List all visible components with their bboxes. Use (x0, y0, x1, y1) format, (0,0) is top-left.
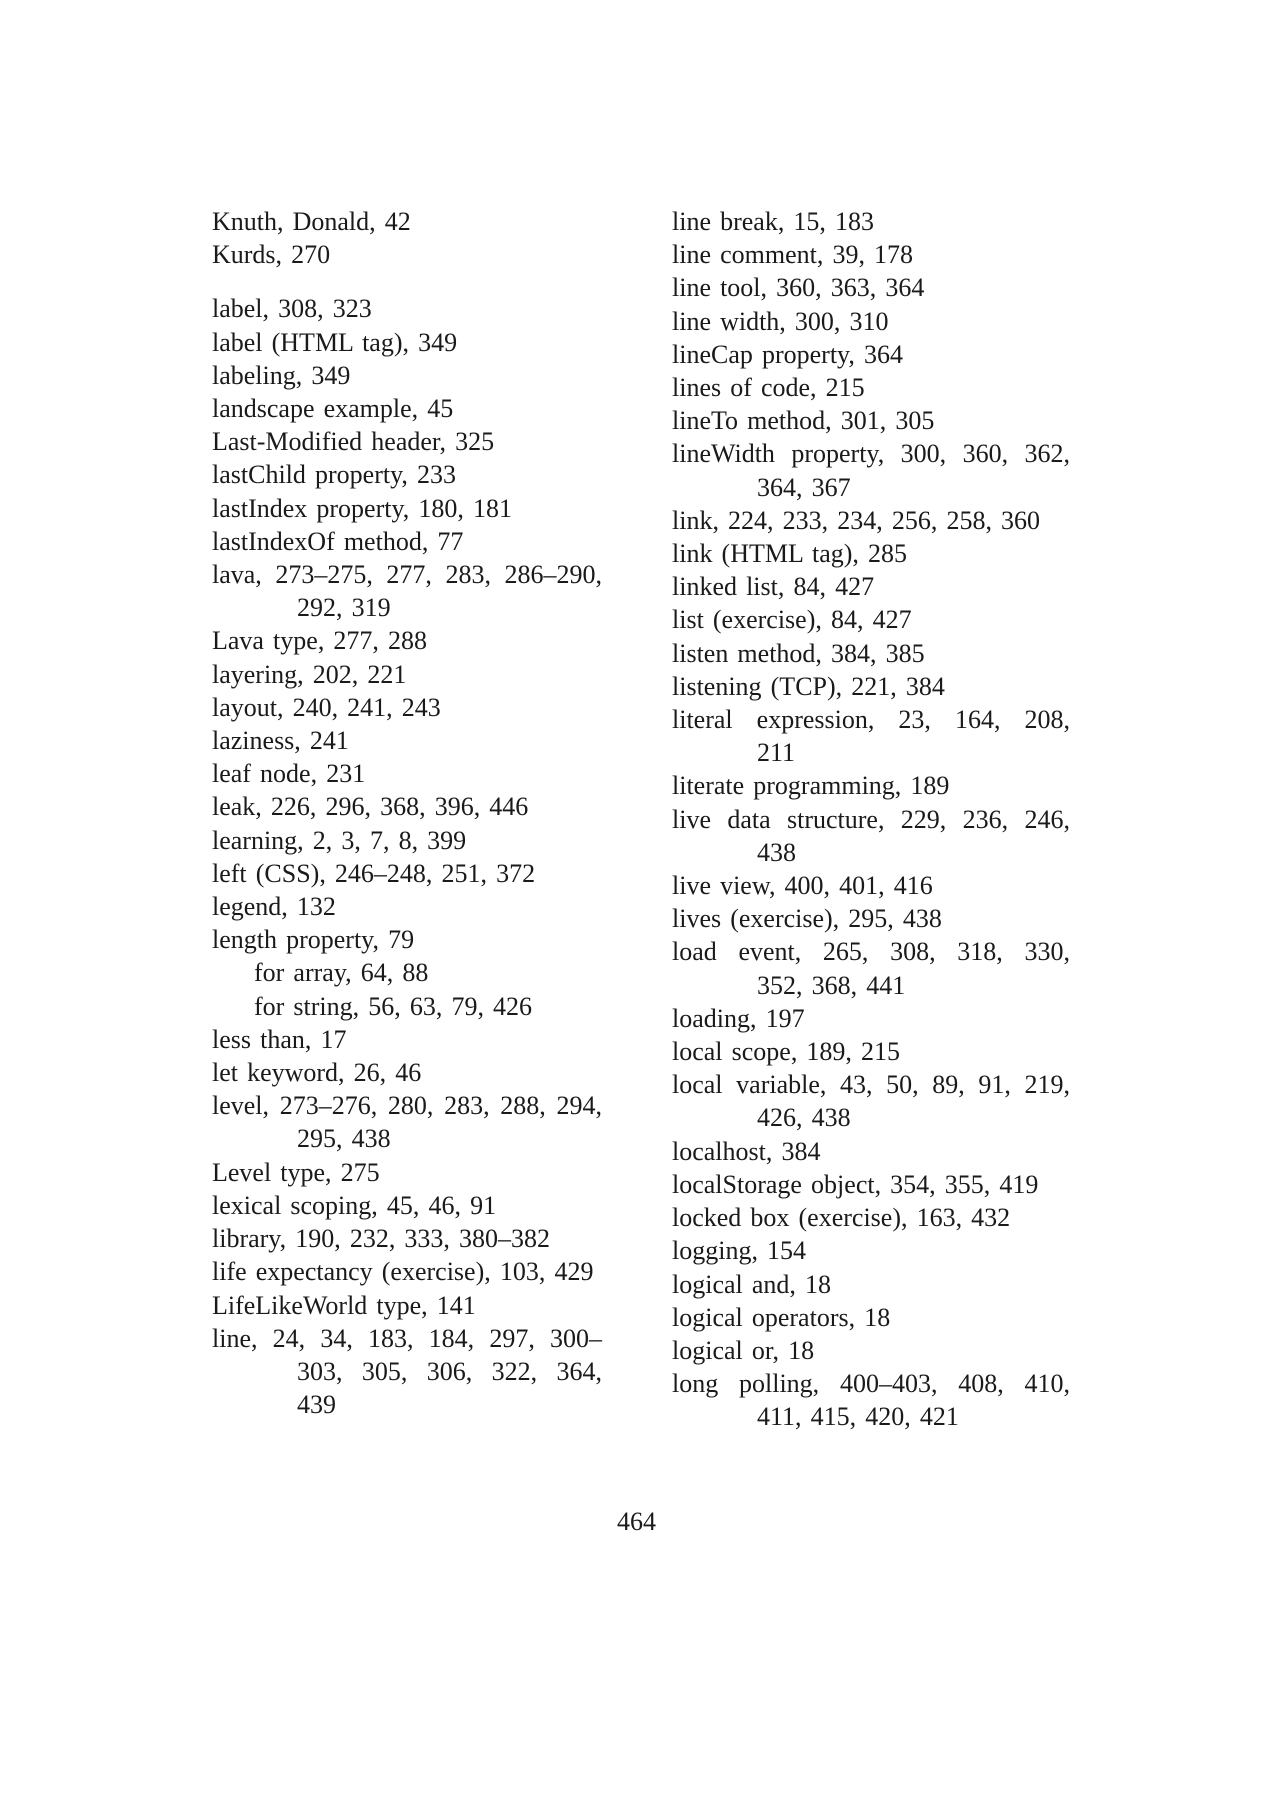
index-entry-continuation-line: 295, 438 (297, 1124, 391, 1154)
index-entry (212, 425, 602, 458)
index-entry-line: logical or, 18 (672, 1335, 815, 1365)
index-entry (672, 1135, 1070, 1168)
index-entry-continuation-line: 411, 415, 420, 421 (757, 1402, 959, 1432)
index-entry (212, 624, 602, 657)
index-entry (212, 658, 602, 691)
index-entry-line: lastIndex property, 180, 181 (212, 493, 512, 523)
index-entry-line: line tool, 360, 363, 364 (672, 273, 925, 303)
index-entry-line: literal expression, 23, 164, 208, (672, 705, 1070, 735)
index-entry-line: legend, 132 (212, 892, 336, 922)
index-entry-line: locked box (exercise), 163, 432 (672, 1203, 1011, 1233)
index-entry (212, 1023, 602, 1056)
index-subentry-line: for string, 56, 63, 79, 426 (254, 991, 533, 1021)
index-entry (212, 1289, 602, 1322)
index-entry (212, 292, 602, 325)
index-entry (212, 923, 602, 956)
index-entry (212, 1222, 602, 1255)
index-entry-line: leaf node, 231 (212, 759, 366, 789)
index-entry-continuation-line: 438 (757, 837, 796, 867)
index-entry-line: Knuth, Donald, 42 (212, 207, 411, 236)
index-entry (672, 670, 1070, 703)
index-entry-line: layering, 202, 221 (212, 659, 407, 689)
index-entry (212, 1322, 602, 1422)
index-entry (672, 1002, 1070, 1035)
index-entry (672, 603, 1070, 636)
index-entry (672, 703, 1070, 769)
index-entry (672, 769, 1070, 802)
index-entry-line: Last-Modified header, 325 (212, 427, 495, 457)
index-entry-line: logical and, 18 (672, 1269, 831, 1299)
index-entry-line: listen method, 384, 385 (672, 638, 925, 668)
index-entry-line: left (CSS), 246–248, 251, 372 (212, 858, 536, 888)
index-entry (672, 1168, 1070, 1201)
index-entry-continuation-line: 364, 367 (757, 472, 851, 502)
index-entry-line: line break, 15, 183 (672, 207, 875, 236)
index-entry-line: label (HTML tag), 349 (212, 327, 458, 357)
index-entry (212, 359, 602, 392)
index-entry (212, 326, 602, 359)
index-entry-line: Level type, 275 (212, 1157, 380, 1187)
index-entry (212, 1156, 602, 1189)
index-entry (672, 371, 1070, 404)
index-entry-line: link, 224, 233, 234, 256, 258, 360 (672, 505, 1041, 535)
index-entry-line: list (exercise), 84, 427 (672, 605, 912, 635)
index-entry-line: listening (TCP), 221, 384 (672, 671, 945, 701)
index-entry (672, 1301, 1070, 1334)
index-entry-line: library, 190, 232, 333, 380–382 (212, 1224, 551, 1254)
index-entry (212, 990, 602, 1023)
index-entry-line: Lava type, 277, 288 (212, 626, 428, 656)
index-entry-line: lastIndexOf method, 77 (212, 526, 464, 556)
index-entry-line: laziness, 241 (212, 726, 349, 756)
index-entry (212, 824, 602, 857)
index-entry-line: line, 24, 34, 183, 184, 297, 300– (212, 1323, 602, 1353)
index-entry-line: localStorage object, 354, 355, 419 (672, 1169, 1039, 1199)
index-letter-group (672, 205, 1070, 1434)
index-entry-continuation-line: 211 (757, 738, 796, 768)
index-entry (212, 857, 602, 890)
index-entry (672, 935, 1070, 1001)
index-entry-continuation-line: 303, 305, 306, 322, 364, (297, 1356, 602, 1386)
index-entry-line: loading, 197 (672, 1003, 805, 1033)
index-entry-line: Kurds, 270 (212, 240, 331, 270)
index-entry-continuation-line: 426, 438 (757, 1103, 851, 1133)
index-entry-line: local scope, 189, 215 (672, 1037, 901, 1067)
index-entry-line: let keyword, 26, 46 (212, 1058, 422, 1088)
index-entry-line: localhost, 384 (672, 1136, 821, 1166)
index-entry-line: learning, 2, 3, 7, 8, 399 (212, 825, 467, 855)
index-entry-line: lineTo method, 301, 305 (672, 406, 935, 436)
index-entry-line: lineWidth property, 300, 360, 362, (672, 439, 1070, 469)
index-entry (672, 238, 1070, 271)
index-entry-continuation-line: 439 (297, 1390, 336, 1420)
index-entry (212, 1255, 602, 1288)
index-entry (212, 492, 602, 525)
index-entry (212, 890, 602, 923)
index-entry (212, 238, 602, 271)
index-entry (212, 1089, 602, 1155)
index-entry-line: length property, 79 (212, 925, 415, 955)
index-entry-line: link (HTML tag), 285 (672, 539, 908, 569)
index-entry (212, 757, 602, 790)
index-entry (672, 437, 1070, 503)
index-entry (212, 790, 602, 823)
index-entry-line: labeling, 349 (212, 360, 351, 390)
page-number: 464 (617, 1507, 656, 1536)
index-entry-line: lines of code, 215 (672, 373, 865, 403)
index-entry (212, 458, 602, 491)
index-entry (212, 392, 602, 425)
index-entry (672, 869, 1070, 902)
index-entry (672, 205, 1070, 238)
index-entry (672, 1068, 1070, 1134)
index-entry-line: lava, 273–275, 277, 283, 286–290, (212, 560, 602, 590)
index-letter-group (212, 205, 602, 271)
index-entry-line: lives (exercise), 295, 438 (672, 904, 942, 934)
index-entry-line: level, 273–276, 280, 283, 288, 294, (212, 1091, 602, 1121)
index-entry (672, 404, 1070, 437)
index-entry-line: less than, 17 (212, 1024, 347, 1054)
index-entry (212, 691, 602, 724)
index-entry (212, 525, 602, 558)
index-entry (212, 558, 602, 624)
index-entry (672, 305, 1070, 338)
index-entry-line: line comment, 39, 178 (672, 240, 914, 270)
index-letter-group (212, 292, 602, 1421)
index-column-left (212, 205, 602, 1421)
index-entry-line: literate programming, 189 (672, 771, 950, 801)
index-entry-line: live view, 400, 401, 416 (672, 871, 933, 901)
index-entry-line: life expectancy (exercise), 103, 429 (212, 1257, 594, 1287)
index-entry (672, 338, 1070, 371)
index-entry (672, 271, 1070, 304)
index-entry (212, 1056, 602, 1089)
index-entry (672, 1268, 1070, 1301)
index-entry (672, 1334, 1070, 1367)
index-entry-line: landscape example, 45 (212, 394, 454, 424)
index-entry-line: lastChild property, 233 (212, 460, 456, 490)
index-entry-line: leak, 226, 296, 368, 396, 446 (212, 792, 529, 822)
index-entry (672, 1367, 1070, 1433)
index-entry-line: lexical scoping, 45, 46, 91 (212, 1190, 497, 1220)
index-entry-continuation-line: 352, 368, 441 (757, 970, 906, 1000)
index-entry (672, 504, 1070, 537)
index-entry-continuation-line: 292, 319 (297, 593, 391, 623)
index-entry-line: lineCap property, 364 (672, 339, 903, 369)
index-entry-line: logging, 154 (672, 1236, 807, 1266)
index-entry-line: line width, 300, 310 (672, 306, 889, 336)
index-entry-line: logical operators, 18 (672, 1302, 891, 1332)
index-entry-line: load event, 265, 308, 318, 330, (672, 937, 1070, 967)
index-entry-line: local variable, 43, 50, 89, 91, 219, (672, 1070, 1070, 1100)
index-entry (672, 1234, 1070, 1267)
index-entry-line: layout, 240, 241, 243 (212, 692, 441, 722)
index-column-right (672, 205, 1070, 1434)
index-entry (212, 724, 602, 757)
index-entry (212, 956, 602, 989)
index-subentry-line: for array, 64, 88 (254, 958, 429, 988)
index-entry (672, 637, 1070, 670)
index-entry-line: LifeLikeWorld type, 141 (212, 1290, 476, 1320)
index-entry-line: label, 308, 323 (212, 294, 372, 324)
index-entry-line: long polling, 400–403, 408, 410, (672, 1369, 1070, 1399)
index-entry (212, 205, 602, 238)
index-entry (672, 803, 1070, 869)
index-entry (672, 1201, 1070, 1234)
index-entry (672, 570, 1070, 603)
index-entry-line: linked list, 84, 427 (672, 572, 875, 602)
index-entry (672, 1035, 1070, 1068)
index-entry-line: live data structure, 229, 236, 246, (672, 804, 1070, 834)
index-entry (672, 902, 1070, 935)
index-entry (212, 1189, 602, 1222)
index-entry (672, 537, 1070, 570)
